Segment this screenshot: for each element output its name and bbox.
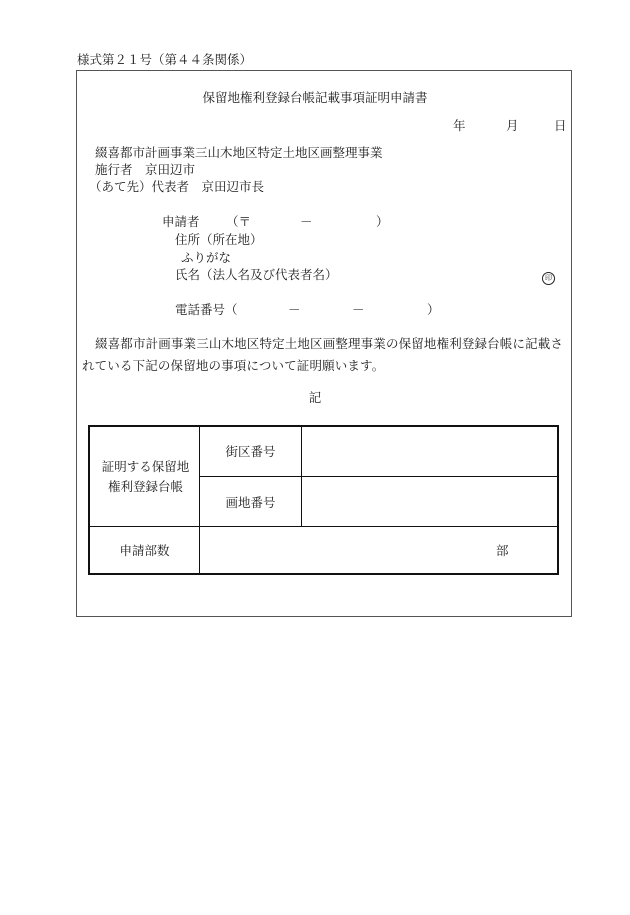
date-day-label: 日 (554, 118, 567, 133)
addressee: （あて先）代表者 京田辺市長 (89, 179, 265, 194)
phone-close: ） (427, 302, 440, 317)
date-month-label: 月 (506, 118, 519, 133)
row-header-line-1: 証明する保留地 (101, 459, 190, 474)
lot-number-label: 画地番号 (225, 495, 276, 510)
address-label: 住所（所在地） (175, 232, 263, 247)
name-label: 氏名（法人名及び代表者名） (175, 267, 338, 282)
phone-dash-1: － (288, 302, 301, 317)
date-year-label: 年 (453, 118, 466, 133)
seal-mark (542, 268, 555, 285)
request-body-text: 綴喜都市計画事業三山木地区特定土地区画整理事業の保留地権利登録台帳に記載されている下記の保留地の事項について証明願います。 (82, 336, 564, 373)
phone-dash-2: － (352, 302, 365, 317)
form-number: 様式第２１号（第４４条関係） (77, 52, 253, 67)
executor: 施行者 京田辺市 (95, 162, 196, 177)
postal-dash: － (300, 214, 313, 229)
ki-heading: 記 (308, 390, 322, 405)
row-header-line-2: 権利登録台帳 (107, 479, 183, 494)
block-number-label: 街区番号 (225, 444, 276, 459)
certificate-table (88, 425, 559, 575)
copies-unit: 部 (496, 543, 509, 558)
postal-open: （〒 (226, 214, 252, 229)
phone-label: 電話番号（ (175, 302, 238, 317)
project-name: 綴喜都市計画事業三山木地区特定土地区画整理事業 (95, 145, 383, 160)
table-divider (301, 427, 302, 527)
table-divider (90, 526, 557, 527)
postal-close: ） (376, 214, 389, 229)
document-title: 保留地権利登録台帳記載事項証明申請書 (202, 90, 428, 105)
copies-label: 申請部数 (119, 543, 170, 558)
table-divider (199, 476, 557, 477)
applicant-label: 申請者 (162, 214, 200, 229)
seal-icon: 印 (542, 272, 555, 285)
row-header-certify (94, 457, 197, 497)
furigana-label: ふりがな (181, 250, 232, 265)
